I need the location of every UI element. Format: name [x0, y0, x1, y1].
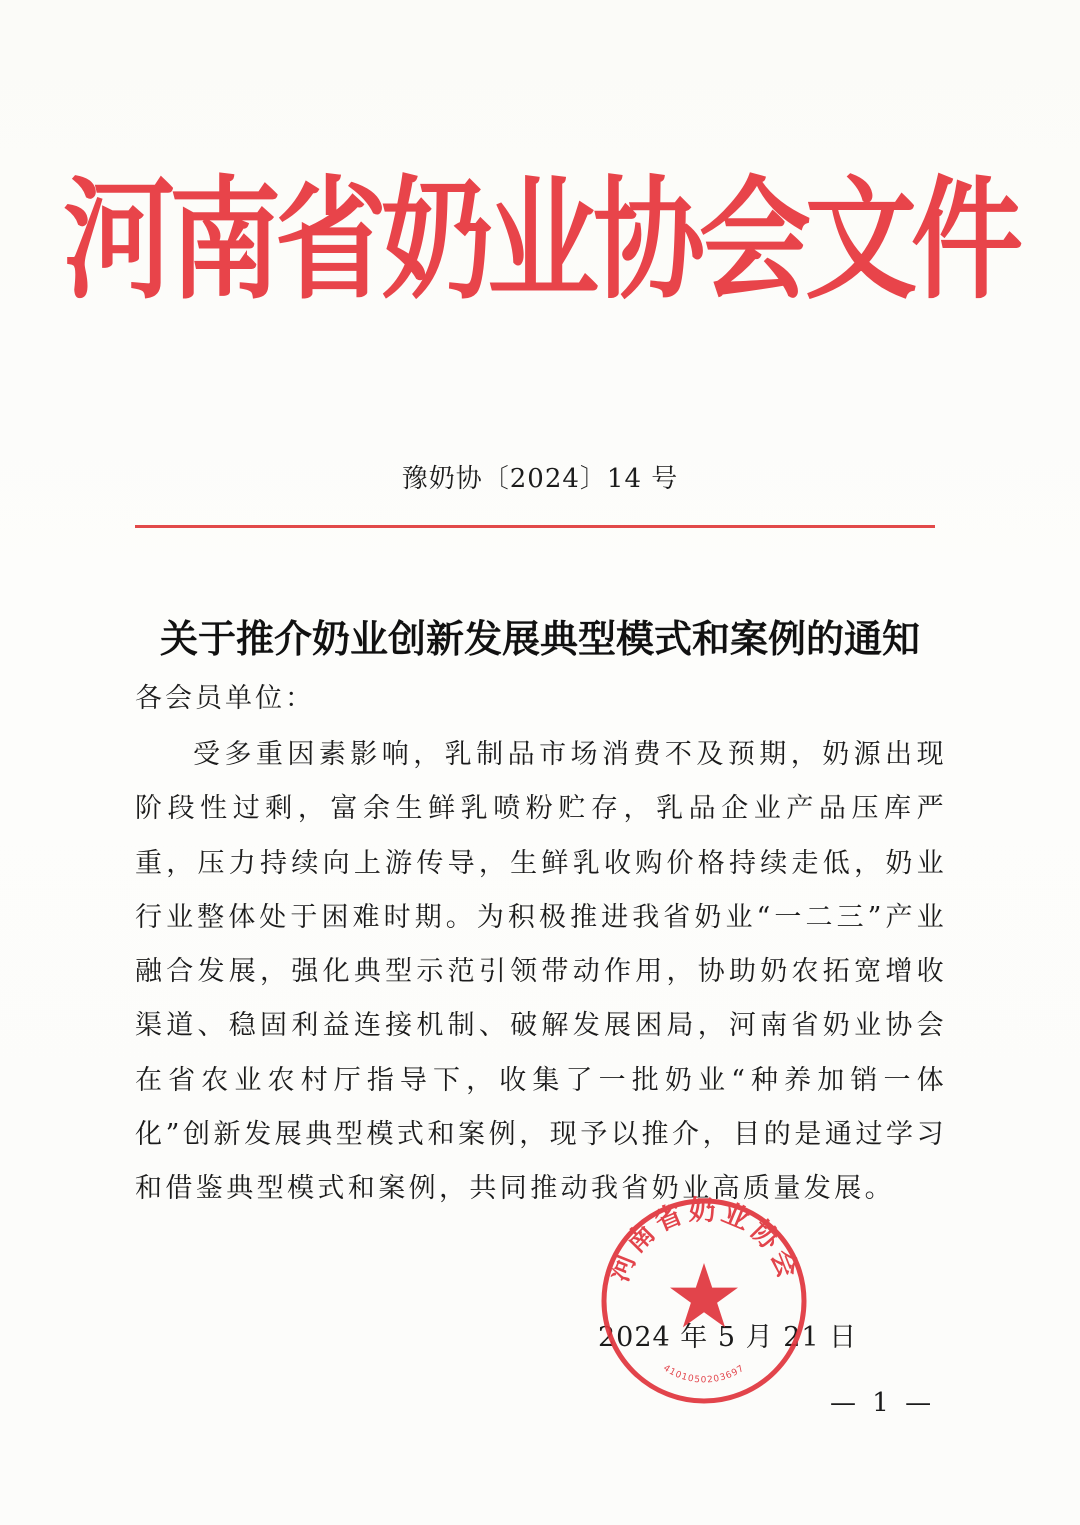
notice-title: 关于推介奶业创新发展典型模式和案例的通知	[159, 616, 920, 661]
document-number: 豫奶协〔2024〕14 号	[401, 464, 679, 494]
svg-text:4101050203697: 4101050203697	[661, 1363, 747, 1386]
official-seal-icon	[598, 1195, 810, 1407]
page-number: — 1 —	[830, 1388, 936, 1418]
org-header-title: 河南省奶业协会文件	[63, 163, 1017, 318]
issue-date: 2024 年 5 月 21 日	[598, 1322, 858, 1353]
svg-text:河南省奶业协会: 河南省奶业协会	[603, 1195, 805, 1286]
body-paragraph: 受多重因素影响，乳制品市场消费不及预期，奶源出现阶段性过剩，富余生鲜乳喷粉贮存，乳品企业产品压库严重，压力持续向上游传导，生鲜乳收购价格持续走低，奶业行业整体处于困难时期。为积极推进我省奶业“一二三”产业融合发展，强化典型示范引领带动作用，协助奶农拓宽增收渠道、稳固利益连接机制、破解发展困局，河南省奶业协会在省农业农村厅指导下，收集了一批奶业“种养加销一体化”创新发展典型模式和案例，现予以推介，目的是通过学习和借鉴典型模式和案例，共同推动我省奶业高质量发展。	[135, 739, 947, 1205]
red-divider	[135, 525, 935, 528]
salutation: 各会员单位：	[135, 683, 315, 714]
